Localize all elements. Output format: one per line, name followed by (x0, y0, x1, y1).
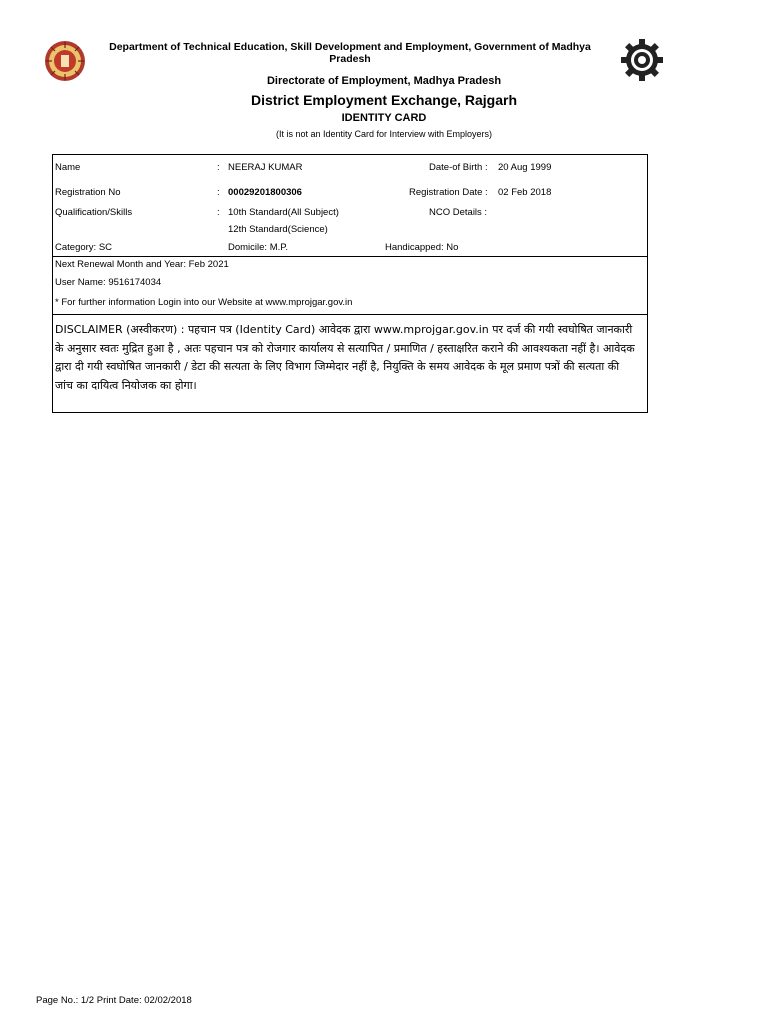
nco-details-label: NCO Details : (429, 207, 488, 218)
district-title: District Employment Exchange, Rajgarh (250, 92, 518, 108)
disclaimer-divider (53, 314, 647, 315)
qualification-label: Qualification/Skills (55, 207, 133, 218)
card-title: IDENTITY CARD (341, 112, 427, 124)
page-footer: Page No.: 1/2 Print Date: 02/02/2018 (36, 995, 192, 1006)
renewal-info: Next Renewal Month and Year: Feb 2021 (55, 259, 229, 270)
reg-no-separator: : (217, 187, 220, 198)
name-label: Name (55, 162, 81, 173)
name-separator: : (217, 162, 220, 173)
disclaimer-text: DISCLAIMER (अस्वीकरण) : पहचान पत्र (Identity Card) आवेदक द्वारा www.mprojgar.gov.in पर दर्ज की गयी स्वघोषित जानकारी के अनुसार स्वतः मुद्रित हुआ है , अतः पहचान पत्र को रोजगार कार्यालय से सत्यापित / प्रमाणित / हस्ताक्षरित कराने की आवश्यकता नहीं है। आवेदक द्वारा दी गयी स्वघोषित जानकारी / डेटा की सत्यता के लिए विभाग जिम्मेदार नहीं है, नियुक्ति के समय आवेदक के मूल प्रमाण पत्रों की सत्यता की जांच का दायित्व नियोजक का होगा। (55, 323, 635, 392)
reg-no-value: 00029201800306 (228, 187, 302, 198)
department-title: Department of Technical Education, Skill Development and Employment, Government of Madhya Pradesh (109, 41, 591, 65)
username-info: User Name: 9516174034 (55, 277, 162, 288)
handicapped: Handicapped: No (385, 242, 459, 253)
dob-value: 20 Aug 1999 (498, 162, 552, 173)
name-value: NEERAJ KUMAR (228, 162, 303, 173)
card-note: (It is not an Identity Card for Interview with Employers) (275, 129, 493, 139)
website-info: * For further information Login into our Website at www.mprojgar.gov.in (55, 297, 353, 308)
directorate-title: Directorate of Employment, Madhya Pradesh (266, 75, 502, 87)
qualification-separator: : (217, 207, 220, 218)
reg-no-label: Registration No (55, 187, 121, 198)
reg-date-value: 02 Feb 2018 (498, 187, 552, 198)
reg-date-label: Registration Date : (409, 187, 488, 198)
category: Category: SC (55, 242, 113, 253)
section-divider (53, 256, 647, 257)
dob-label: Date-of Birth : (429, 162, 488, 173)
domicile: Domicile: M.P. (228, 242, 289, 253)
identity-card-box (52, 154, 648, 413)
qualification-1: 10th Standard(All Subject) (228, 207, 339, 218)
qualification-2: 12th Standard(Science) (228, 224, 328, 235)
